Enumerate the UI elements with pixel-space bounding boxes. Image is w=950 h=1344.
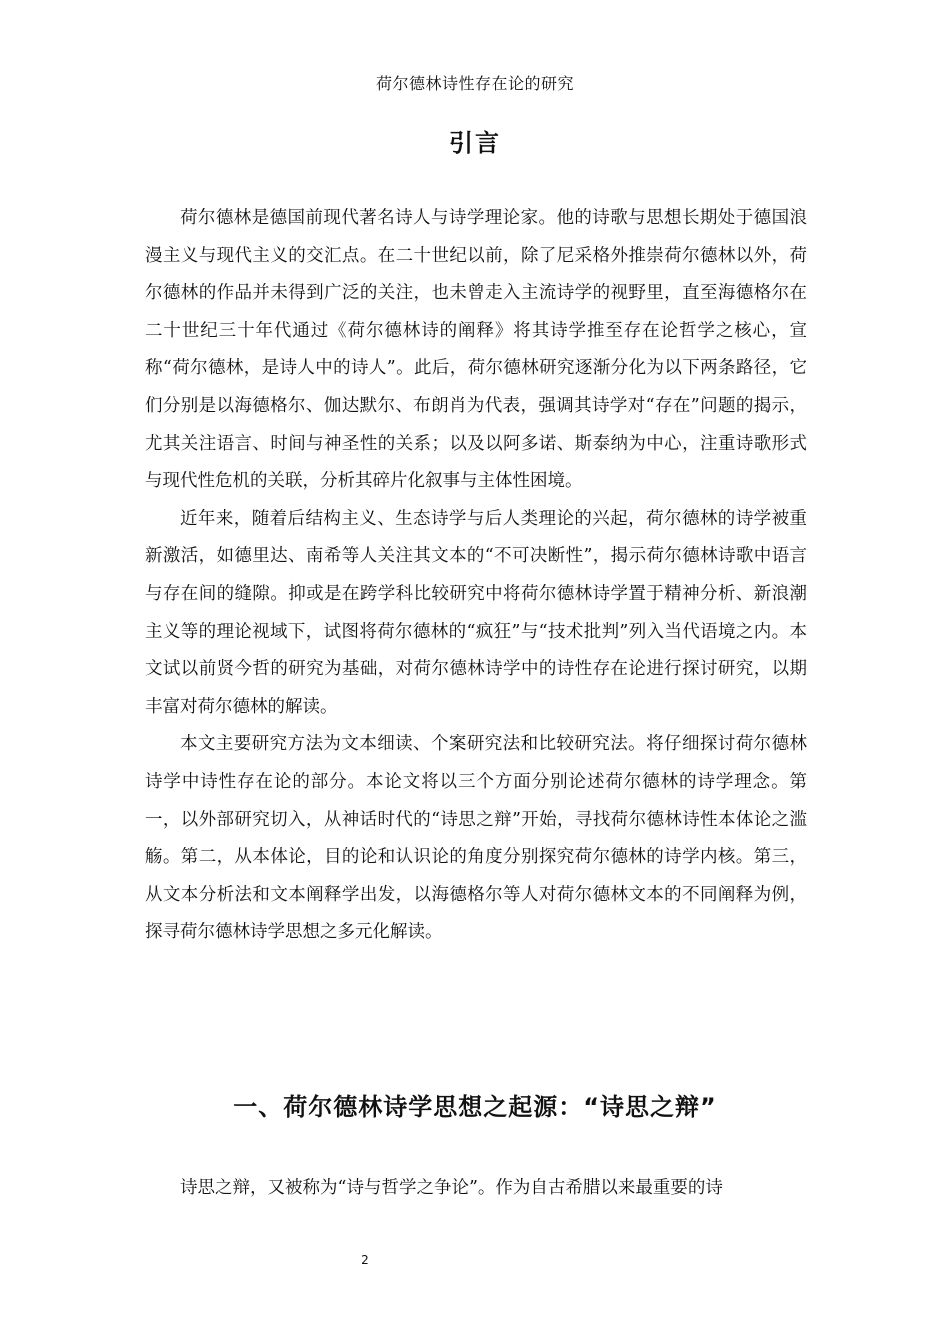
paragraph: 诗思之辩，又被称为“诗与哲学之争论”。作为自古希腊以来最重要的诗 <box>180 1178 723 1198</box>
page-number: 2 <box>361 1253 369 1267</box>
paragraph: 近年来，随着后结构主义、生态诗学与后人类理论的兴起，荷尔德林的诗学被重新激活，如德里达、南希等人关注其文本的“不可决断性”，揭示荷尔德林诗歌中语言与存在间的缝隙。抑或是在跨学科比较研究中将荷尔德林诗学置于精神分析、新浪潮主义等的理论视域下，试图将荷尔德林的“疯狂”与“技术批判”列入当代语境之内。本文试以前贤今哲的研究为基础，对荷尔德林诗学中的诗性存在论进行探讨研究，以期丰富对荷尔德林的解读。 <box>145 508 807 717</box>
paragraph: 本文主要研究方法为文本细读、个案研究法和比较研究法。将仔细探讨荷尔德林诗学中诗性存在论的部分。本论文将以三个方面分别论述荷尔德林的诗学理念。第一，以外部研究切入，从神话时代的“诗思之辩”开始，寻找荷尔德林诗性本体论之滥觞。第二，从本体论，目的论和认识论的角度分别探究荷尔德林的诗学内核。第三，从文本分析法和文本阐释学出发，以海德格尔等人对荷尔德林文本的不同阐释为例，探寻荷尔德林诗学思想之多元化解读。 <box>145 734 807 943</box>
running-header: 荷尔德林诗性存在论的研究 <box>375 74 574 93</box>
section-title: 一、荷尔德林诗学思想之起源：“诗思之辩” <box>233 1093 717 1121</box>
header-divider <box>145 100 807 101</box>
intro-body <box>145 200 807 952</box>
paragraph: 荷尔德林是德国前现代著名诗人与诗学理论家。他的诗歌与思想长期处于德国浪漫主义与现代主义的交汇点。在二十世纪以前，除了尼采格外推崇荷尔德林以外，荷尔德林的作品并未得到广泛的关注，也未曾走入主流诗学的视野里，直至海德格尔在二十世纪三十年代通过《荷尔德林诗的阐释》将其诗学推至存在论哲学之核心，宣称“荷尔德林，是诗人中的诗人”。此后，荷尔德林研究逐渐分化为以下两条路径，它们分别是以海德格尔、伽达默尔、布朗肖为代表，强调其诗学对“存在”问题的揭示，尤其关注语言、时间与神圣性的关系；以及以阿多诺、斯泰纳为中心，注重诗歌形式与现代性危机的关联，分析其碎片化叙事与主体性困境。 <box>145 208 807 492</box>
section-body <box>145 1170 807 1208</box>
chapter-title: 引言 <box>449 129 501 157</box>
